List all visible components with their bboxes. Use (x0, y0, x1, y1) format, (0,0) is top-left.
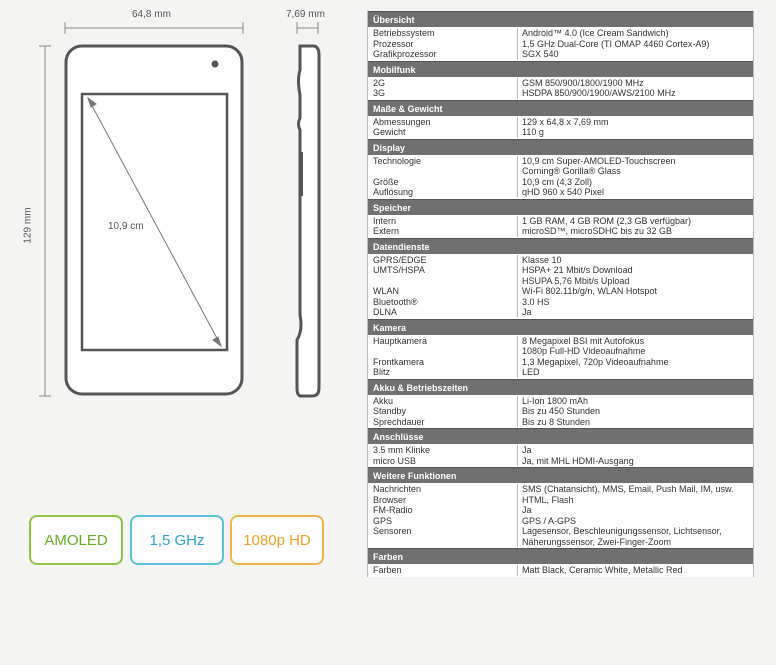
height-dimension (39, 46, 51, 396)
spec-table (367, 11, 754, 577)
section-header: Akku & Betriebszeiten (368, 379, 753, 395)
spec-value: Ja (522, 505, 532, 515)
spec-key: micro USB (368, 456, 518, 467)
spec-key: Browser (368, 495, 518, 506)
spec-key (368, 166, 518, 177)
spec-row (368, 307, 753, 318)
spec-row (368, 565, 753, 576)
spec-key: FM-Radio (368, 505, 518, 516)
spec-value: 3.0 HS (522, 296, 550, 307)
spec-key: Größe (368, 177, 518, 188)
spec-row (368, 346, 753, 357)
spec-row (368, 526, 753, 537)
spec-key: 2G (368, 78, 518, 89)
section-header: Farben (368, 548, 753, 564)
spec-key: Abmessungen (368, 117, 518, 128)
spec-value: GPS / A-GPS (522, 515, 577, 526)
spec-row (368, 396, 753, 407)
spec-row (368, 88, 753, 99)
spec-value: Bis zu 8 Stunden (522, 416, 591, 427)
section-body (368, 116, 753, 139)
spec-key: Betriebssystem (368, 28, 518, 39)
section-header: Weitere Funktionen (368, 467, 753, 483)
spec-key: Hauptkamera (368, 336, 518, 347)
section-header: Kamera (368, 319, 753, 335)
section-header: Display (368, 139, 753, 155)
ghz-badge: 1,5 GHz (130, 515, 224, 565)
spec-value: Näherungssensor, Zwei-Finger-Zoom (522, 536, 672, 547)
spec-value: 1,3 Megapixel, 720p Videoaufnahme (522, 356, 669, 367)
spec-key: Bluetooth® (368, 297, 518, 308)
spec-key: 3.5 mm Klinke (368, 445, 518, 456)
spec-row (368, 255, 753, 266)
diagonal-label: 10,9 cm (108, 221, 144, 232)
spec-key (368, 537, 518, 548)
depth-label: 7,69 mm (286, 9, 325, 20)
spec-row (368, 39, 753, 50)
spec-key (368, 276, 518, 287)
spec-value: GSM 850/900/1800/1900 MHz (522, 77, 644, 88)
spec-value: 10,9 cm Super-AMOLED-Touchscreen (522, 155, 676, 166)
spec-value: SGX 540 (522, 49, 559, 59)
spec-row (368, 156, 753, 167)
spec-row (368, 166, 753, 177)
hd-badge: 1080p HD (230, 515, 324, 565)
spec-row (368, 336, 753, 347)
spec-value: 10,9 cm (4,3 Zoll) (522, 176, 593, 187)
section-header: Maße & Gewicht (368, 100, 753, 116)
spec-row (368, 177, 753, 188)
width-dimension (65, 22, 243, 34)
spec-row (368, 216, 753, 227)
spec-key: Farben (368, 565, 518, 576)
spec-value: qHD 960 x 540 Pixel (522, 187, 605, 197)
spec-value: Corning® Gorilla® Glass (522, 166, 621, 176)
phone-side (297, 46, 319, 396)
spec-key: UMTS/HSPA (368, 265, 518, 276)
section-header: Mobilfunk (368, 61, 753, 77)
depth-dimension (297, 22, 318, 34)
width-label: 64,8 mm (132, 9, 171, 20)
spec-value: Ja, mit MHL HDMI-Ausgang (522, 455, 634, 466)
spec-key: Technologie (368, 156, 518, 167)
section-body (368, 395, 753, 429)
spec-row (368, 28, 753, 39)
spec-key: Prozessor (368, 39, 518, 50)
spec-key: GPS (368, 516, 518, 527)
spec-key: DLNA (368, 307, 518, 318)
spec-value: Ja (522, 307, 532, 317)
phone-diagram (0, 0, 360, 665)
spec-value: Ja (522, 445, 532, 455)
spec-key: Extern (368, 226, 518, 237)
spec-value: HSUPA 5,76 Mbit/s Upload (522, 275, 630, 286)
spec-key: Nachrichten (368, 484, 518, 495)
spec-value: SMS (Chatansicht), MMS, Email, Push Mail, IM, usw. (522, 484, 734, 494)
section-header: Datendienste (368, 238, 753, 254)
spec-row (368, 265, 753, 276)
spec-row (368, 187, 753, 198)
section-body (368, 483, 753, 548)
section-body (368, 77, 753, 100)
spec-row (368, 406, 753, 417)
section-header: Anschlüsse (368, 428, 753, 444)
section-body (368, 564, 753, 577)
spec-row (368, 226, 753, 237)
height-label: 129 mm (22, 207, 34, 244)
spec-value: Bis zu 450 Stunden (522, 406, 601, 416)
spec-value: 1,5 GHz Dual-Core (TI OMAP 4460 Cortex-A9) (522, 38, 710, 49)
spec-key: Sensoren (368, 526, 518, 537)
spec-key: Frontkamera (368, 357, 518, 368)
spec-value: 1080p Full-HD Videoaufnahme (522, 346, 646, 356)
spec-key: Standby (368, 406, 518, 417)
spec-row (368, 276, 753, 287)
spec-key: GPRS/EDGE (368, 255, 518, 266)
spec-value: 110 g (522, 127, 544, 137)
spec-value: 129 x 64,8 x 7,69 mm (522, 116, 609, 127)
spec-value: Matt Black, Ceramic White, Metallic Red (522, 565, 683, 575)
section-body (368, 335, 753, 379)
section-body (368, 155, 753, 199)
spec-row (368, 456, 753, 467)
phone-drawing (0, 0, 360, 665)
spec-value: 1 GB RAM, 4 GB ROM (2,3 GB verfügbar) (522, 215, 692, 226)
spec-row (368, 445, 753, 456)
spec-row (368, 537, 753, 548)
spec-key: Sprechdauer (368, 417, 518, 428)
section-body (368, 444, 753, 467)
spec-row (368, 49, 753, 60)
spec-row (368, 357, 753, 368)
section-body (368, 27, 753, 61)
spec-value: HSDPA 850/900/1900/AWS/2100 MHz (522, 88, 676, 98)
spec-value: Li-Ion 1800 mAh (522, 395, 589, 406)
section-header: Übersicht (368, 11, 753, 27)
front-camera-icon (212, 61, 219, 68)
spec-key: Grafikprozessor (368, 49, 518, 60)
spec-value: Wi-Fi 802.11b/g/n, WLAN Hotspot (522, 286, 657, 296)
spec-key: Akku (368, 396, 518, 407)
spec-key (368, 346, 518, 357)
spec-row (368, 286, 753, 297)
spec-row (368, 78, 753, 89)
amoled-badge: AMOLED (29, 515, 123, 565)
spec-row (368, 516, 753, 527)
spec-row (368, 117, 753, 128)
spec-row (368, 505, 753, 516)
spec-row (368, 127, 753, 138)
spec-value: HSPA+ 21 Mbit/s Download (522, 265, 633, 275)
spec-value: Android™ 4.0 (Ice Cream Sandwich) (522, 28, 669, 38)
section-body (368, 254, 753, 319)
spec-row (368, 495, 753, 506)
spec-value: 8 Megapixel BSI mit Autofokus (522, 335, 645, 346)
spec-row (368, 417, 753, 428)
spec-row (368, 297, 753, 308)
section-header: Speicher (368, 199, 753, 215)
spec-key: 3G (368, 88, 518, 99)
spec-value: LED (522, 367, 540, 377)
spec-value: microSD™, microSDHC bis zu 32 GB (522, 226, 673, 236)
spec-value: Klasse 10 (522, 254, 562, 265)
spec-key: Intern (368, 216, 518, 227)
section-body (368, 215, 753, 238)
spec-value: Lagesensor, Beschleunigungssensor, Lichtsensor, (522, 526, 722, 536)
spec-key: Blitz (368, 367, 518, 378)
spec-row (368, 484, 753, 495)
spec-row (368, 367, 753, 378)
spec-key: WLAN (368, 286, 518, 297)
spec-key: Auflösung (368, 187, 518, 198)
spec-key: Gewicht (368, 127, 518, 138)
spec-value: HTML, Flash (522, 494, 574, 505)
